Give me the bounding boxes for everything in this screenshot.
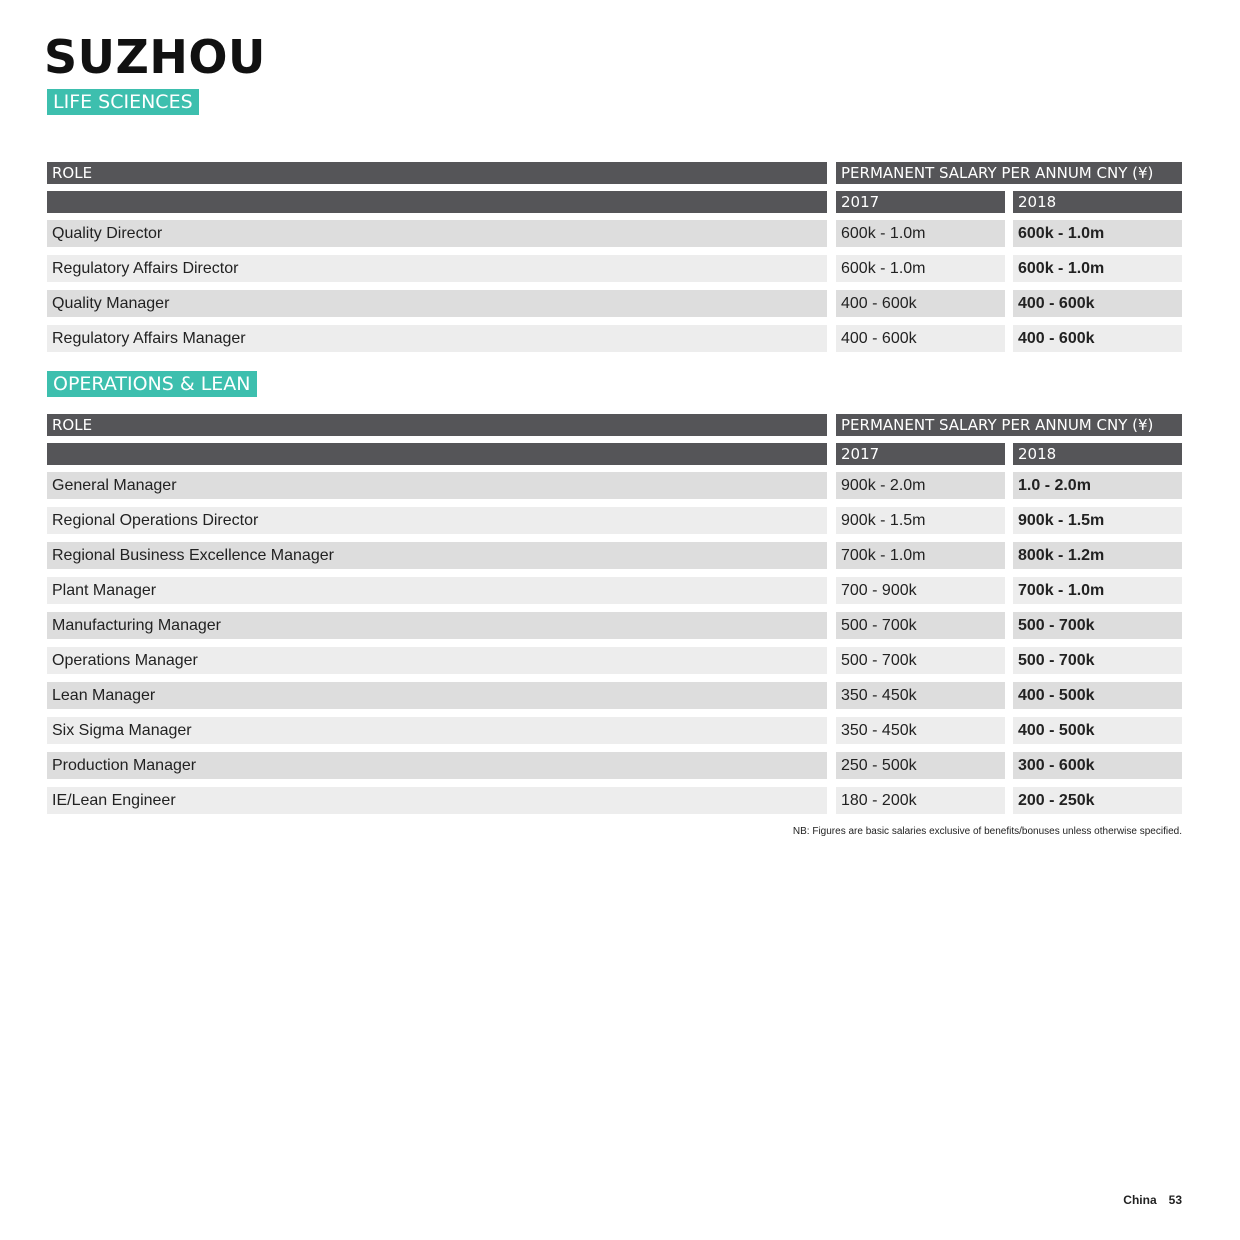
salary-2017-cell: 180 - 200k [836, 787, 1005, 814]
salary-2017-cell: 600k - 1.0m [836, 220, 1005, 247]
salary-2017-cell: 900k - 2.0m [836, 472, 1005, 499]
table-subheader-row [47, 191, 1182, 220]
section-tag-operations-lean: OPERATIONS & LEAN [47, 371, 257, 397]
role-header: ROLE [47, 162, 827, 184]
salary-2018-cell: 300 - 600k [1013, 752, 1182, 779]
salary-2018-cell: 500 - 700k [1013, 612, 1182, 639]
table-row [47, 647, 1182, 682]
salary-2018-cell: 600k - 1.0m [1013, 220, 1182, 247]
page-footer [1123, 1193, 1182, 1207]
salary-2017-cell: 350 - 450k [836, 682, 1005, 709]
table-row [47, 472, 1182, 507]
footnote: NB: Figures are basic salaries exclusive of benefits/bonuses unless otherwise specified. [792, 826, 1182, 837]
table-header-row [47, 414, 1182, 443]
table-row [47, 542, 1182, 577]
salary-header: PERMANENT SALARY PER ANNUM CNY (¥) [836, 162, 1182, 184]
salary-2018-cell: 400 - 500k [1013, 717, 1182, 744]
salary-2018-cell: 400 - 600k [1013, 290, 1182, 317]
role-cell: Quality Manager [47, 290, 827, 317]
role-cell: Regulatory Affairs Director [47, 255, 827, 282]
year-2018-header: 2018 [1013, 191, 1182, 213]
footer-country: China [1123, 1193, 1157, 1207]
salary-table-operations-lean [47, 414, 1182, 822]
role-cell: Regional Business Excellence Manager [47, 542, 827, 569]
year-2018-header: 2018 [1013, 443, 1182, 465]
table-row [47, 507, 1182, 542]
salary-2017-cell: 700 - 900k [836, 577, 1005, 604]
salary-header: PERMANENT SALARY PER ANNUM CNY (¥) [836, 414, 1182, 436]
salary-2018-cell: 200 - 250k [1013, 787, 1182, 814]
table-subheader-row [47, 443, 1182, 472]
salary-2017-cell: 400 - 600k [836, 325, 1005, 352]
role-cell: Six Sigma Manager [47, 717, 827, 744]
role-cell: Manufacturing Manager [47, 612, 827, 639]
table-header-row [47, 162, 1182, 191]
salary-2017-cell: 500 - 700k [836, 612, 1005, 639]
year-2017-header: 2017 [836, 443, 1005, 465]
salary-2017-cell: 400 - 600k [836, 290, 1005, 317]
blank-header [47, 443, 827, 465]
role-header: ROLE [47, 414, 827, 436]
role-cell: IE/Lean Engineer [47, 787, 827, 814]
blank-header [47, 191, 827, 213]
salary-table-life-sciences [47, 162, 1182, 360]
section-tag-life-sciences: LIFE SCIENCES [47, 89, 199, 115]
salary-2017-cell: 600k - 1.0m [836, 255, 1005, 282]
role-cell: Plant Manager [47, 577, 827, 604]
salary-2018-cell: 900k - 1.5m [1013, 507, 1182, 534]
table-row [47, 577, 1182, 612]
year-2017-header: 2017 [836, 191, 1005, 213]
salary-2018-cell: 500 - 700k [1013, 647, 1182, 674]
page-number: 53 [1168, 1193, 1182, 1207]
table-row [47, 220, 1182, 255]
salary-2017-cell: 700k - 1.0m [836, 542, 1005, 569]
role-cell: General Manager [47, 472, 827, 499]
table-row [47, 717, 1182, 752]
salary-2018-cell: 400 - 500k [1013, 682, 1182, 709]
table-row [47, 682, 1182, 717]
role-cell: Operations Manager [47, 647, 827, 674]
salary-2017-cell: 900k - 1.5m [836, 507, 1005, 534]
salary-2017-cell: 500 - 700k [836, 647, 1005, 674]
table-row [47, 255, 1182, 290]
salary-2017-cell: 350 - 450k [836, 717, 1005, 744]
role-cell: Quality Director [47, 220, 827, 247]
table-row [47, 612, 1182, 647]
role-cell: Lean Manager [47, 682, 827, 709]
page-title: SUZHOU [44, 30, 266, 84]
role-cell: Regulatory Affairs Manager [47, 325, 827, 352]
salary-2018-cell: 700k - 1.0m [1013, 577, 1182, 604]
table-row [47, 752, 1182, 787]
salary-2018-cell: 800k - 1.2m [1013, 542, 1182, 569]
table-row [47, 290, 1182, 325]
role-cell: Regional Operations Director [47, 507, 827, 534]
salary-2018-cell: 1.0 - 2.0m [1013, 472, 1182, 499]
table-row [47, 787, 1182, 822]
salary-2017-cell: 250 - 500k [836, 752, 1005, 779]
salary-2018-cell: 400 - 600k [1013, 325, 1182, 352]
salary-2018-cell: 600k - 1.0m [1013, 255, 1182, 282]
table-row [47, 325, 1182, 360]
role-cell: Production Manager [47, 752, 827, 779]
